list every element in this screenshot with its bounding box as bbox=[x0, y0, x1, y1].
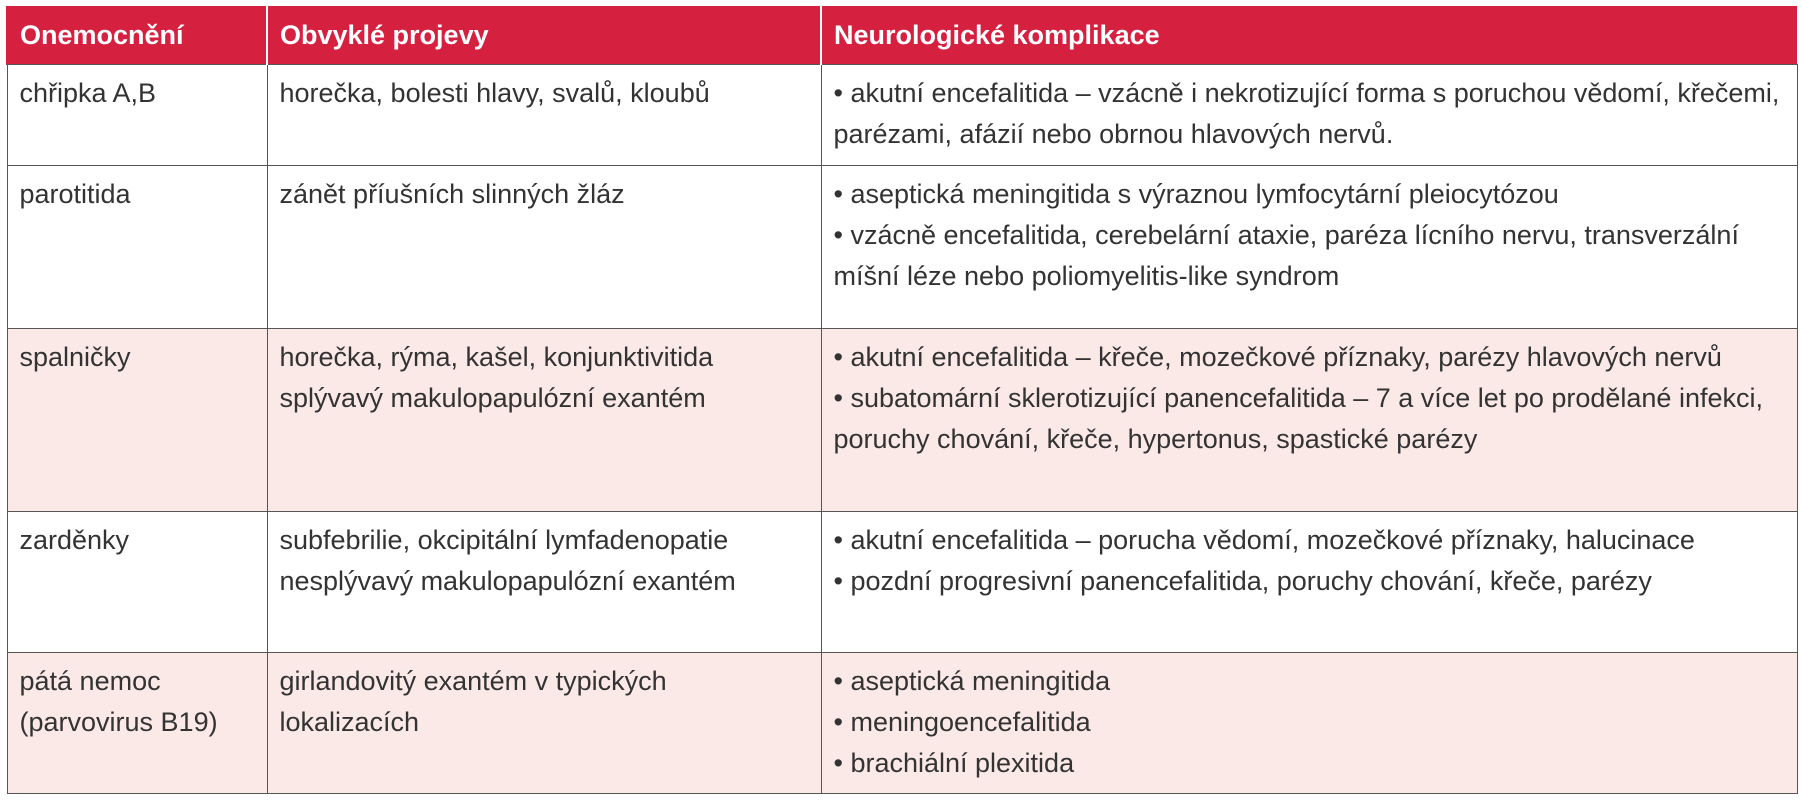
symptom-text: horečka, rýma, kašel, konjunktivitida bbox=[279, 342, 714, 372]
complication-text: • akutní encefalitida – porucha vědomí, mozečkové příznaky, halucinace bbox=[833, 525, 1695, 555]
complication-text: • akutní encefalitida – křeče, mozečkové příznaky, parézy hlavových nervů bbox=[833, 342, 1722, 372]
neurological-complications-table bbox=[6, 6, 1798, 794]
cell-complications bbox=[821, 166, 1797, 329]
disease-name: spalničky bbox=[19, 342, 131, 372]
table-row bbox=[7, 512, 1797, 653]
table-container bbox=[6, 6, 1796, 794]
complication-text: • vzácně encefalitida, cerebelární ataxie, paréza lícního nervu, transverzální míšní léze nebo poliomyelitis-like syndrom bbox=[833, 220, 1739, 291]
table-row bbox=[7, 65, 1797, 166]
complication-text: • pozdní progresivní panencefalitida, poruchy chování, křeče, parézy bbox=[833, 566, 1652, 596]
disease-name: pátá nemoc bbox=[19, 666, 161, 696]
cell-disease bbox=[7, 653, 267, 794]
cell-disease bbox=[7, 65, 267, 166]
table-header-row bbox=[7, 6, 1797, 65]
cell-symptoms bbox=[267, 512, 821, 653]
cell-symptoms bbox=[267, 653, 821, 794]
complication-text: • subatomární sklerotizující panencefalitida – 7 a více let po prodělané infekci, poruchy chování, křeče, hypertonus, spastické parézy bbox=[833, 383, 1763, 454]
cell-disease bbox=[7, 512, 267, 653]
symptom-text: zánět příušních slinných žláz bbox=[279, 179, 625, 209]
cell-complications bbox=[821, 65, 1797, 166]
complication-text: • akutní encefalitida – vzácně i nekrotizující forma s poruchou vědomí, křečemi, parézami, afázií nebo obrnou hlavových nervů. bbox=[833, 78, 1780, 149]
cell-complications bbox=[821, 329, 1797, 512]
symptom-text: splývavý makulopapulózní exantém bbox=[279, 383, 706, 413]
cell-symptoms bbox=[267, 329, 821, 512]
cell-symptoms bbox=[267, 65, 821, 166]
symptom-text: nesplývavý makulopapulózní exantém bbox=[279, 566, 736, 596]
cell-symptoms bbox=[267, 166, 821, 329]
cell-complications bbox=[821, 653, 1797, 794]
table-row bbox=[7, 329, 1797, 512]
disease-name: (parvovirus B19) bbox=[19, 707, 218, 737]
header-symptoms: Obvyklé projevy bbox=[267, 6, 821, 65]
complication-text: • aseptická meningitida bbox=[833, 666, 1111, 696]
complication-text: • brachiální plexitida bbox=[833, 748, 1075, 778]
header-complications: Neurologické komplikace bbox=[821, 6, 1797, 65]
table-row bbox=[7, 166, 1797, 329]
symptom-text: horečka, bolesti hlavy, svalů, kloubů bbox=[279, 78, 710, 108]
symptom-text: girlandovitý exantém v typických lokalizacích bbox=[279, 666, 667, 737]
cell-complications bbox=[821, 512, 1797, 653]
disease-name: chřipka A,B bbox=[19, 78, 157, 108]
complication-text: • aseptická meningitida s výraznou lymfocytární pleiocytózou bbox=[833, 179, 1559, 209]
header-disease: Onemocnění bbox=[7, 6, 267, 65]
cell-disease bbox=[7, 329, 267, 512]
disease-name: parotitida bbox=[19, 179, 131, 209]
complication-text: • meningoencefalitida bbox=[833, 707, 1091, 737]
cell-disease bbox=[7, 166, 267, 329]
symptom-text: subfebrilie, okcipitální lymfadenopatie bbox=[279, 525, 729, 555]
disease-name: zarděnky bbox=[19, 525, 130, 555]
table-row bbox=[7, 653, 1797, 794]
